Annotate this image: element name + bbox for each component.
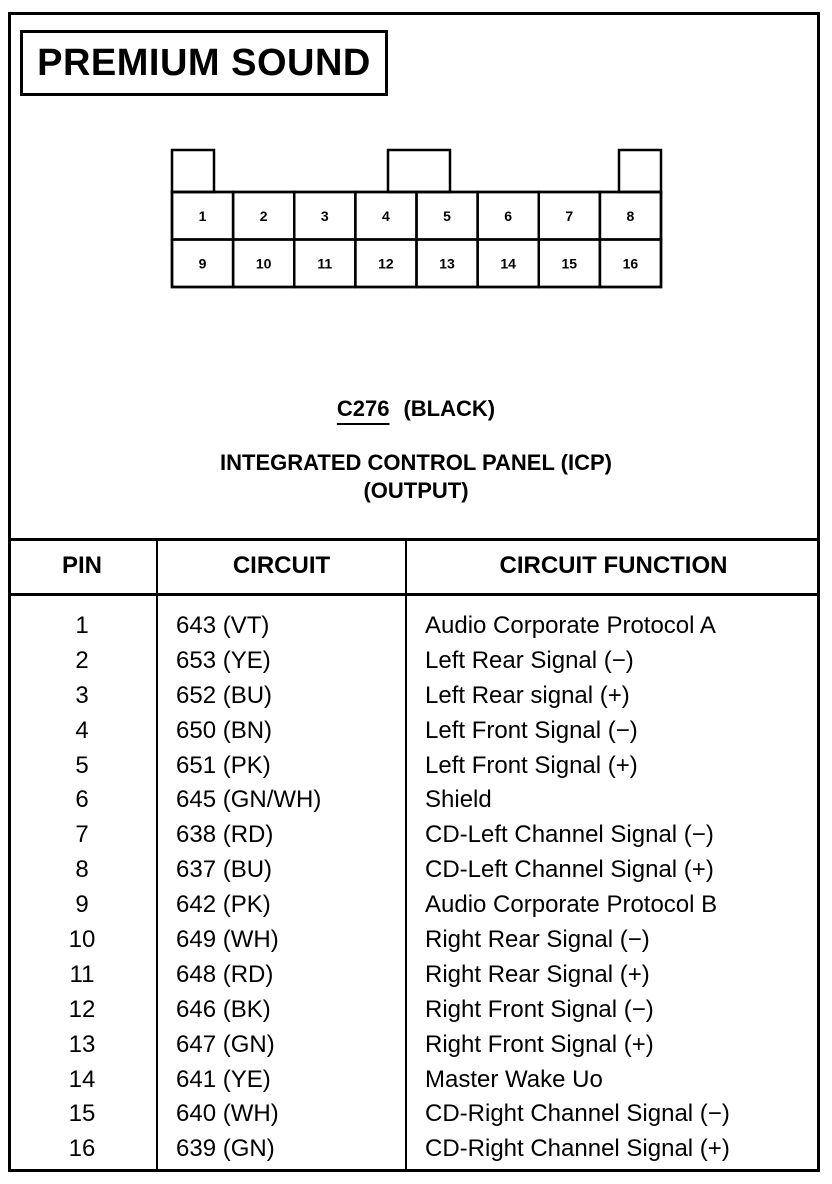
connector-pin-number: 1	[198, 207, 207, 224]
function-cell: Left Rear Signal (−)	[425, 646, 634, 674]
circuit-cell: 653 (YE)	[176, 646, 271, 674]
circuit-cell: 648 (RD)	[176, 960, 274, 988]
pin-cell: 2	[75, 646, 89, 674]
table-row	[0, 609, 832, 644]
function-cell: Left Rear signal (+)	[425, 681, 630, 709]
function-cell: CD-Left Channel Signal (−)	[425, 821, 714, 849]
function-cell: CD-Right Channel Signal (+)	[425, 1135, 730, 1163]
function-cell: Shield	[425, 786, 492, 814]
connector-pin-number: 16	[622, 255, 639, 272]
circuit-cell: 640 (WH)	[176, 1100, 279, 1128]
table-row	[0, 783, 832, 818]
table-row	[0, 1063, 832, 1098]
table-row	[0, 888, 832, 923]
pin-cell: 10	[68, 926, 96, 954]
connector-id-line	[0, 396, 832, 422]
connector-pin-number: 8	[626, 207, 635, 224]
table-row	[0, 923, 832, 958]
table-row	[0, 644, 832, 679]
connector-pin-number: 11	[317, 255, 333, 272]
pin-cell: 14	[68, 1065, 96, 1093]
pin-cell: 7	[75, 821, 89, 849]
circuit-cell: 638 (RD)	[176, 821, 274, 849]
table-row	[0, 818, 832, 853]
pin-cell: 4	[75, 716, 89, 744]
table-row	[0, 993, 832, 1028]
pin-cell: 6	[75, 786, 89, 814]
pin-cell: 15	[68, 1100, 96, 1128]
table-row	[0, 1132, 832, 1167]
table-row	[0, 714, 832, 749]
pin-cell: 11	[69, 960, 95, 988]
connector-pin-number: 14	[500, 255, 516, 272]
connector-pin-number: 13	[439, 255, 455, 272]
connector-color: (BLACK)	[403, 396, 496, 421]
connector-pin-number: 6	[504, 207, 513, 224]
function-cell: Right Front Signal (+)	[425, 1030, 654, 1058]
function-cell: Right Rear Signal (−)	[425, 926, 650, 954]
pin-cell: 13	[68, 1030, 96, 1058]
function-cell: Audio Corporate Protocol A	[425, 612, 716, 639]
component-name: INTEGRATED CONTROL PANEL (ICP)	[220, 450, 612, 475]
function-cell: CD-Left Channel Signal (+)	[425, 856, 714, 884]
circuit-cell: 642 (PK)	[176, 891, 271, 919]
connector-pin-number: 12	[378, 255, 394, 272]
connector-face-diagram	[0, 0, 832, 300]
connector-pin-number: 15	[561, 255, 578, 272]
function-cell: Left Front Signal (+)	[425, 751, 638, 779]
pin-cell: 3	[75, 681, 89, 709]
table-row	[0, 958, 832, 993]
connector-pin-number: 3	[320, 207, 329, 224]
section-divider	[8, 538, 820, 541]
connector-latch-right	[619, 150, 661, 192]
function-cell: CD-Right Channel Signal (−)	[425, 1100, 730, 1128]
circuit-cell: 649 (WH)	[176, 926, 279, 954]
function-cell: Master Wake Uo	[425, 1065, 603, 1093]
function-cell: Right Front Signal (−)	[425, 995, 654, 1023]
header-circuit-function: CIRCUIT FUNCTION	[499, 552, 728, 579]
diagram-title: PREMIUM SOUND	[37, 41, 371, 84]
circuit-cell: 647 (GN)	[176, 1030, 275, 1058]
function-cell: Left Front Signal (−)	[425, 716, 638, 744]
connector-id: C276	[336, 396, 390, 421]
table-header-divider	[8, 593, 820, 596]
pinout-table-body	[0, 609, 832, 1167]
function-cell: Right Rear Signal (+)	[425, 960, 650, 988]
pin-cell: 9	[75, 891, 89, 919]
header-circuit: CIRCUIT	[232, 552, 331, 579]
pin-cell: 1	[75, 612, 89, 639]
circuit-cell: 652 (BU)	[176, 681, 273, 709]
circuit-cell: 645 (GN/WH)	[176, 786, 322, 814]
circuit-cell: 641 (YE)	[176, 1065, 271, 1093]
pin-cell: 5	[75, 751, 89, 779]
table-row	[0, 679, 832, 714]
pin-cell: 12	[68, 995, 96, 1023]
pin-cell: 16	[68, 1135, 96, 1163]
connector-pin-number: 4	[382, 207, 390, 224]
connector-pin-number: 9	[198, 255, 207, 272]
table-row	[0, 853, 832, 888]
circuit-cell: 637 (BU)	[176, 856, 273, 884]
header-pin: PIN	[61, 552, 102, 579]
connector-latch-left	[172, 150, 214, 192]
connector-pin-number: 10	[255, 255, 272, 272]
component-subtitle: (OUTPUT)	[363, 478, 469, 503]
circuit-cell: 639 (GN)	[176, 1135, 275, 1163]
circuit-cell: 650 (BN)	[176, 716, 273, 744]
function-cell: Audio Corporate Protocol B	[425, 891, 718, 919]
connector-pin-number: 2	[259, 207, 268, 224]
table-row	[0, 1028, 832, 1063]
pin-cell: 8	[75, 856, 89, 884]
connector-pin-number: 5	[443, 207, 451, 224]
table-row	[0, 749, 832, 784]
circuit-cell: 651 (PK)	[176, 751, 271, 779]
circuit-cell: 646 (BK)	[176, 995, 271, 1023]
table-row	[0, 1097, 832, 1132]
connector-pin-number: 7	[565, 207, 574, 224]
connector-latch-center	[388, 150, 450, 192]
circuit-cell: 643 (VT)	[176, 612, 270, 639]
